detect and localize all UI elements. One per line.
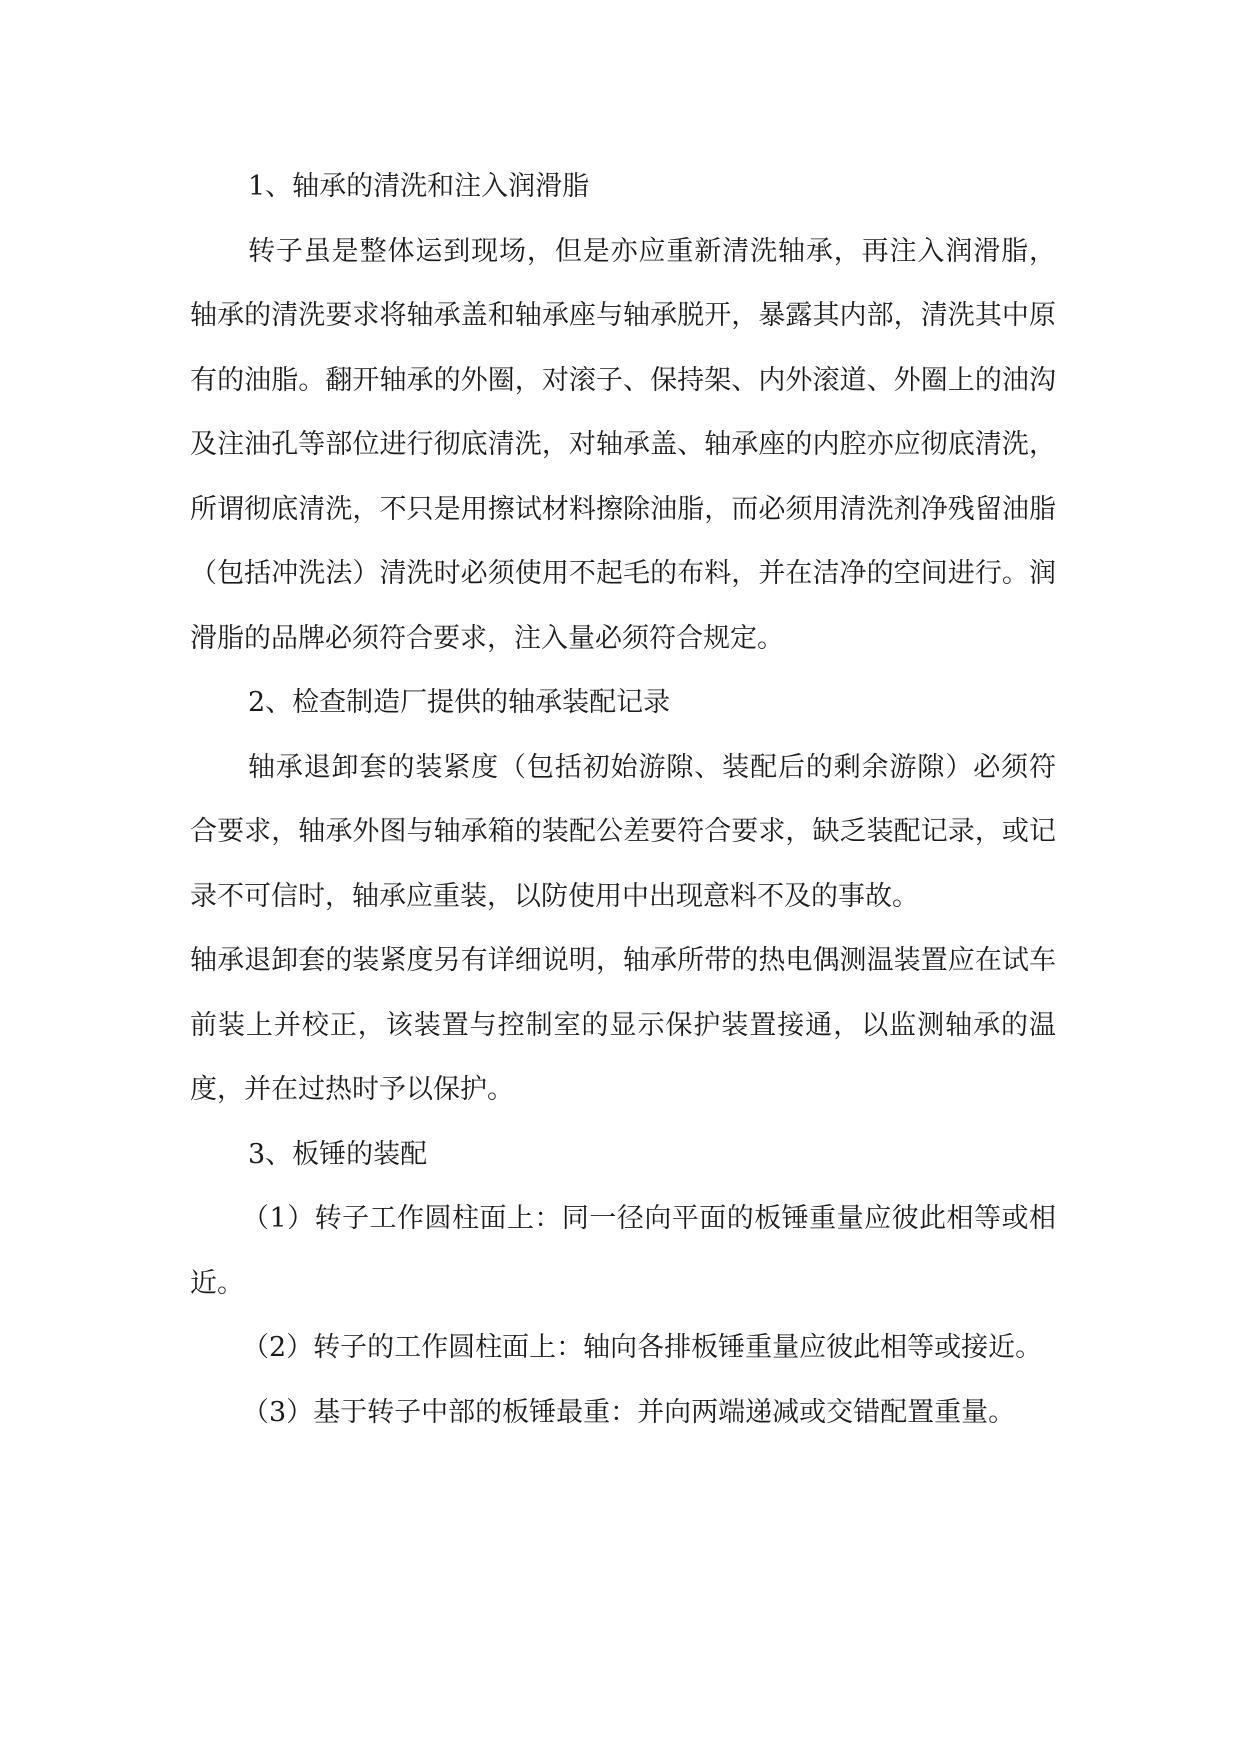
- section-1-paragraph-1: 转子虽是整体运到现场，但是亦应重新清洗轴承，再注入润滑脂，轴承的清洗要求将轴承盖和轴承座与轴承脱开，暴露其内部，清洗其中原有的油脂。翻开轴承的外圈，对滚子、保持架、内外滚道、外圈上的油沟及注油孔等部位进行彻底清洗，对轴承盖、轴承座的内腔亦应彻底清洗，所谓彻底清洗，不只是用擦试材料擦除油脂，而必须用清洗剂净残留油脂（包括冲洗法）清洗时必须使用不起毛的布料，并在洁净的空间进行。润滑脂的品牌必须符合要求，注入量必须符合规定。: [190, 235, 1056, 654]
- section-2-paragraph-2: 轴承退卸套的装紧度另有详细说明，轴承所带的热电偶测温装置应在试车前装上并校正，该装置与控制室的显示保护装置接通，以监测轴承的温度，并在过热时予以保护。: [190, 945, 1056, 1105]
- section-1-heading: 1、轴承的清洗和注入润滑脂: [248, 171, 590, 202]
- document-body: [190, 155, 1056, 1445]
- section-2-heading: 2、检查制造厂提供的轴承装配记录: [248, 687, 671, 718]
- section-3-item-2: （2）转子的工作圆柱面上：轴向各排板锤重量应彼此相等或接近。: [242, 1332, 1043, 1363]
- section-3-item-3: （3）基于转子中部的板锤最重：并向两端递减或交错配置重量。: [242, 1396, 1016, 1428]
- section-3-heading: 3、板锤的装配: [248, 1138, 428, 1170]
- section-3-item-1: （1）转子工作圆柱面上：同一径向平面的板锤重量应彼此相等或相近。: [190, 1203, 1056, 1299]
- section-2-paragraph-1: 轴承退卸套的装紧度（包括初始游隙、装配后的剩余游隙）必须符合要求，轴承外图与轴承箱的装配公差要符合要求，缺乏装配记录，或记录不可信时，轴承应重装，以防使用中出现意料不及的事故。: [190, 751, 1056, 912]
